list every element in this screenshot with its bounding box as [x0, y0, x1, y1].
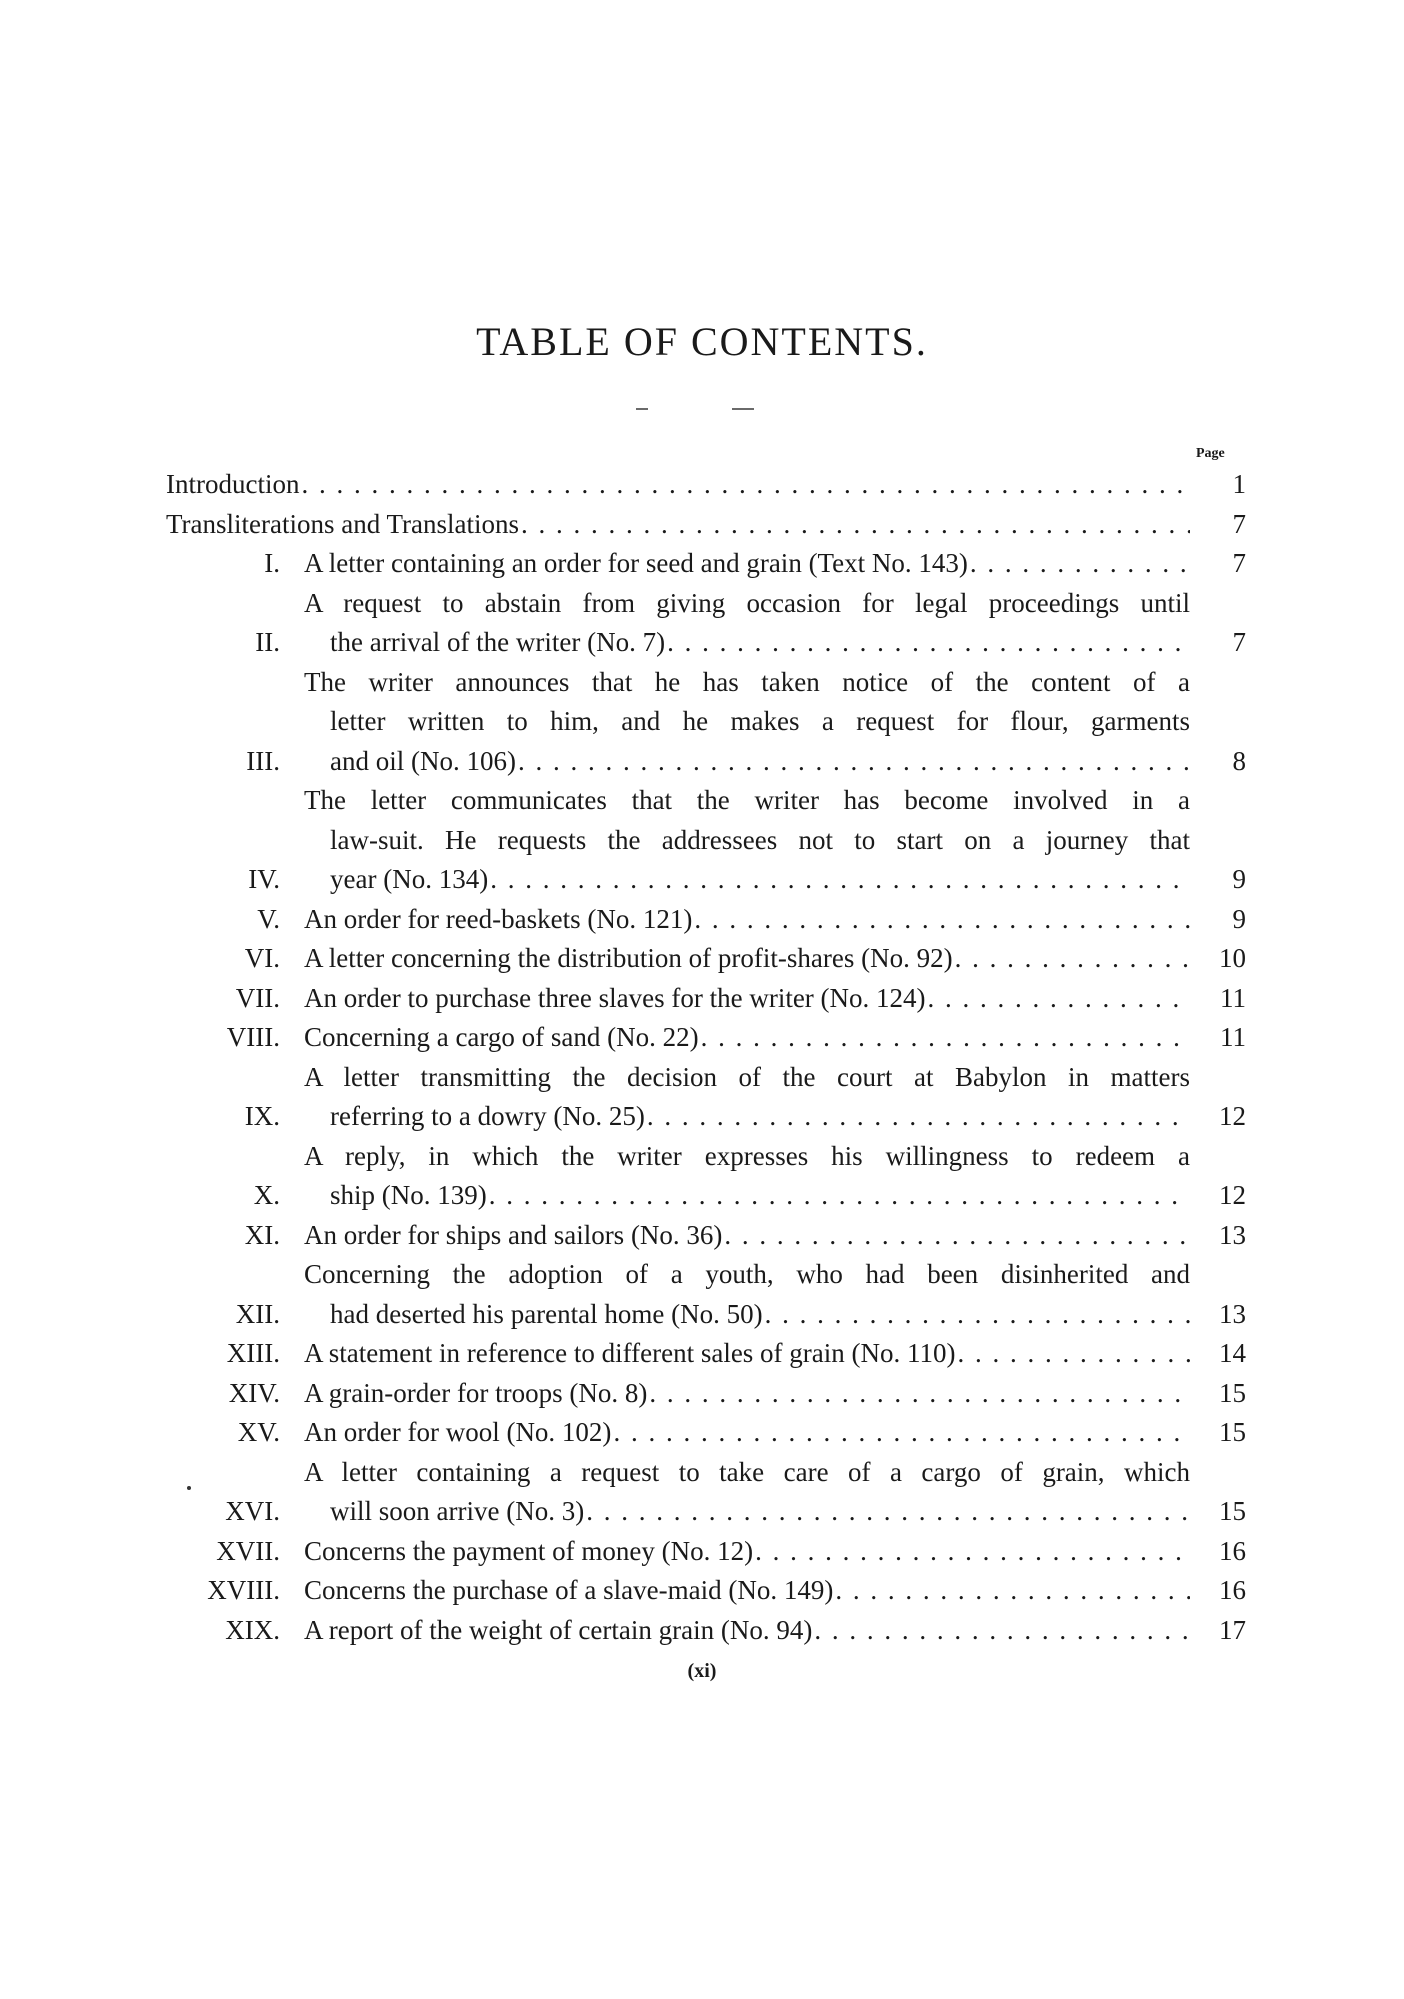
toc-entry-line: Concerns the purchase of a slave-maid (No. 149) — [304, 1575, 834, 1605]
dot-leader — [958, 1334, 1190, 1374]
toc-entry-line: A request to abstain from giving occasion for legal proceedings until — [304, 587, 1190, 618]
toc-entry — [166, 1453, 1246, 1532]
toc-entry-line: A letter concerning the distribution of profit-shares (No. 92) — [304, 943, 953, 973]
dot-leader — [755, 1532, 1190, 1572]
toc-entry-number: XII. — [235, 1298, 280, 1329]
toc-entry-text — [280, 544, 1190, 584]
toc-entry-line: Concerning the adoption of a youth, who had been disinherited and — [304, 1259, 1190, 1289]
toc-entry-number: XVIII. — [207, 1575, 280, 1605]
dot-leader — [701, 1018, 1190, 1058]
toc-entry-line: An order for ships and sailors (No. 36) — [304, 1219, 723, 1250]
toc-page-number: 11 — [1220, 1022, 1246, 1052]
toc-entry — [166, 1374, 1246, 1414]
toc-page-number: 1 — [1232, 469, 1246, 499]
toc-entry-text — [280, 900, 1190, 940]
toc-page-number: 16 — [1219, 1575, 1246, 1605]
toc-entry — [166, 1334, 1246, 1374]
toc-entry-line: and oil (No. 106) — [330, 745, 516, 776]
toc-entry-line: will soon arrive (No. 3) — [330, 1496, 585, 1526]
toc-entry-line: letter written to him, and he makes a request for flour, garments — [330, 706, 1190, 736]
title-divider — [732, 408, 754, 410]
toc-entry — [166, 1571, 1246, 1611]
dot-leader — [765, 1295, 1190, 1335]
toc-page-number: 16 — [1219, 1535, 1246, 1566]
dot-leader — [518, 742, 1190, 782]
toc-entry-number: X. — [253, 1180, 280, 1210]
toc-entry-text — [280, 979, 1190, 1019]
toc-page-number: 8 — [1232, 745, 1246, 776]
toc-entry-number: V. — [257, 903, 280, 934]
toc-entry — [166, 1255, 1246, 1334]
toc-page-number: 13 — [1219, 1219, 1246, 1250]
toc-entry-line: An order for reed-baskets (No. 121) — [304, 903, 693, 934]
toc-entry — [166, 1413, 1246, 1453]
toc-entry — [166, 663, 1246, 782]
toc-entry-line: the arrival of the writer (No. 7) — [330, 627, 666, 657]
dot-leader — [814, 1611, 1190, 1651]
toc-entry — [166, 505, 1246, 545]
toc-entry-text — [280, 1453, 1190, 1532]
toc-entry-text — [280, 1374, 1190, 1414]
toc-entry — [166, 1018, 1246, 1058]
toc-page-number: 13 — [1219, 1298, 1246, 1329]
toc-entry-number: XIV. — [228, 1377, 280, 1408]
toc-page-number: 14 — [1219, 1338, 1246, 1368]
toc-entry-line: A letter containing a request to take care of a cargo of grain, which — [304, 1456, 1190, 1487]
toc-entry-number: XVII. — [216, 1535, 280, 1566]
toc-entry-line: A report of the weight of certain grain (No. 94) — [304, 1614, 813, 1645]
toc-entry-line: The writer announces that he has taken notice of the content of a — [304, 666, 1190, 697]
dot-leader — [694, 900, 1190, 940]
toc-entry-number: IV. — [248, 864, 280, 894]
toc-entry-number: VII. — [235, 982, 280, 1013]
toc-entry — [166, 979, 1246, 1019]
toc-entry-line: A reply, in which the writer expresses his willingness to redeem a — [304, 1140, 1190, 1171]
toc-entry-line: A letter containing an order for seed and grain (Text No. 143) — [304, 548, 968, 578]
toc-page-number: 9 — [1232, 864, 1246, 894]
toc-entry-number: XVI. — [225, 1496, 280, 1526]
toc-page-number: 15 — [1219, 1496, 1246, 1526]
dot-leader — [613, 1413, 1190, 1453]
toc-entry-text — [280, 1255, 1190, 1334]
toc-entry-text — [280, 1058, 1190, 1137]
toc-entry — [166, 1611, 1246, 1651]
dot-leader — [490, 860, 1190, 900]
toc-entry-text — [166, 505, 1190, 545]
toc-entry-line: A grain-order for troops (No. 8) — [304, 1377, 648, 1408]
toc-page-number: 11 — [1220, 982, 1246, 1013]
stray-mark — [187, 1486, 191, 1490]
toc-page-number: 15 — [1219, 1417, 1246, 1447]
toc-page-number: 12 — [1219, 1101, 1246, 1131]
toc-entry-text — [280, 939, 1190, 979]
toc-entry-number: XIX. — [225, 1614, 280, 1645]
toc-entry-text — [280, 1137, 1190, 1216]
toc-page-number: 17 — [1219, 1614, 1246, 1645]
toc-entry — [166, 1137, 1246, 1216]
toc-entry-text — [280, 1611, 1190, 1651]
toc-entry-line: A letter transmitting the decision of the court at Babylon in matters — [304, 1061, 1190, 1092]
toc-entry — [166, 1216, 1246, 1256]
toc-entry-number: IX. — [244, 1101, 280, 1131]
toc-page-number: 7 — [1232, 508, 1246, 539]
toc-entry-number: XV. — [237, 1417, 280, 1447]
toc-entry-text — [280, 1571, 1190, 1611]
toc-entry-line: ship (No. 139) — [330, 1180, 487, 1210]
dot-leader — [586, 1492, 1190, 1532]
toc-entry — [166, 781, 1246, 900]
toc-page-number: 9 — [1232, 903, 1246, 934]
toc-entry-line: A statement in reference to different sales of grain (No. 110) — [304, 1338, 956, 1368]
toc-entry-text — [280, 1018, 1190, 1058]
toc-entry-line: referring to a dowry (No. 25) — [330, 1101, 645, 1131]
toc-entry-text — [166, 465, 1190, 505]
toc-entry-line: had deserted his parental home (No. 50) — [330, 1298, 763, 1329]
toc-entry-text — [280, 1532, 1190, 1572]
toc-entry-number: VIII. — [226, 1022, 280, 1052]
toc-entry-number: II. — [255, 627, 280, 657]
toc-entry-line: Concerns the payment of money (No. 12) — [304, 1535, 754, 1566]
toc-entry-line: Transliterations and Translations — [166, 508, 520, 539]
toc-entry — [166, 939, 1246, 979]
toc-page-number: 12 — [1219, 1180, 1246, 1210]
dot-leader — [489, 1176, 1190, 1216]
toc-entry-number: I. — [264, 548, 280, 578]
dot-leader — [955, 939, 1190, 979]
table-of-contents — [166, 465, 1246, 1650]
toc-page-number: 15 — [1219, 1377, 1246, 1408]
toc-entry — [166, 1532, 1246, 1572]
toc-entry-text — [280, 1334, 1190, 1374]
dot-leader — [667, 623, 1190, 663]
dot-leader — [928, 979, 1190, 1019]
toc-entry-text — [280, 781, 1190, 900]
toc-page-number: 10 — [1219, 943, 1246, 973]
toc-entry — [166, 900, 1246, 940]
page-title: TABLE OF CONTENTS. — [476, 319, 928, 364]
dot-leader — [835, 1571, 1190, 1611]
dot-leader — [649, 1374, 1190, 1414]
toc-entry-line: year (No. 134) — [330, 864, 489, 894]
toc-entry — [166, 544, 1246, 584]
toc-page-number: 7 — [1232, 627, 1246, 657]
dot-leader — [301, 465, 1190, 505]
toc-entry-number: XIII. — [226, 1338, 280, 1368]
toc-entry-number: XI. — [244, 1219, 280, 1250]
toc-entry-number: III. — [246, 745, 280, 776]
toc-entry-line: An order for wool (No. 102) — [304, 1417, 612, 1447]
toc-entry-line: An order to purchase three slaves for the writer (No. 124) — [304, 982, 926, 1013]
dot-leader — [724, 1216, 1190, 1256]
toc-entry — [166, 584, 1246, 663]
toc-entry-number: VI. — [244, 943, 280, 973]
toc-entry — [166, 1058, 1246, 1137]
toc-entry-line: Concerning a cargo of sand (No. 22) — [304, 1022, 699, 1052]
dot-leader — [647, 1097, 1190, 1137]
toc-entry-text — [280, 584, 1190, 663]
toc-entry-line: law-suit. He requests the addressees not to start on a journey that — [330, 824, 1190, 855]
toc-entry-line: Introduction — [166, 469, 300, 499]
toc-entry-line: The letter communicates that the writer has become involved in a — [304, 785, 1190, 815]
toc-entry-text — [280, 663, 1190, 782]
toc-page-number: 7 — [1232, 548, 1246, 578]
toc-entry-text — [280, 1216, 1190, 1256]
page-folio: (xi) — [687, 1660, 717, 1682]
title-divider — [636, 408, 648, 410]
toc-entry — [166, 465, 1246, 505]
dot-leader — [970, 544, 1190, 584]
toc-entry-text — [280, 1413, 1190, 1453]
dot-leader — [521, 505, 1190, 545]
page-column-header: Page — [1196, 446, 1225, 461]
